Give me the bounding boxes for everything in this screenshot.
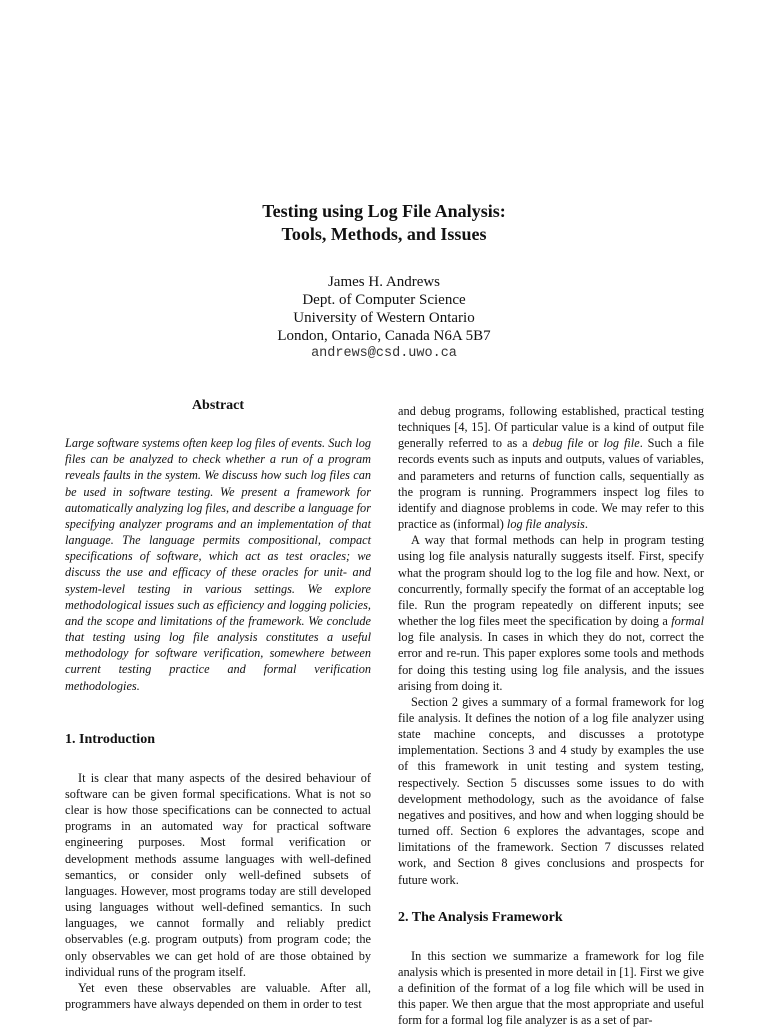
abstract-text: Large software systems often keep log files of events. Such log files can be analyzed to check whether a run of a program reveals faults in the system. We discuss how such log files can be used in software testing. We present a framework for automatically analyzing log files, and describe a language for specifying analyzer programs and an implementation of that language. The language permits compositional, compact specifications of software, which act as test oracles; we discuss the use and efficacy of these oracles for unit- and system-level testing in various settings. We explore methodological issues such as efficiency and logging policies, and the scope and limitations of the framework. We conclude that testing using log file analysis constitutes a useful methodology for software verification, somewhere between current testing practice and formal verification methodologies. <box>65 436 371 693</box>
emphasis-log-file-analysis: log file analysis <box>506 517 585 532</box>
emphasis-debug-file: debug file <box>532 436 584 451</box>
author-block <box>0 273 768 363</box>
intro-paragraph-2: Yet even these observables are valuable. After all, programmers have always depended on them in order to test <box>65 980 371 1011</box>
right-paragraph-3: Section 2 gives a summary of a formal framework for log file analysis. It defines the notion of a log file analyzer using state machine concepts, and discusses a prototype implementation. Sections 3 and 4 study by examples the use of this framework in unit testing and system testing, respectively. Section 5 discusses some issues to do with development methodology, such as the avoidance of false negatives and positives, and how and when logging should be turned off. Section 6 explores the advantages, scope and limitations of the framework. Section 7 discusses related work, and Section 8 gives conclusions and prospects for future work. <box>398 694 704 887</box>
author-email: andrews@csd.uwo.ca <box>311 346 457 361</box>
section-heading-introduction: 1. Introduction <box>65 731 155 747</box>
right-paragraph-1 <box>398 403 704 532</box>
text-span: . <box>584 517 588 532</box>
text-span: log file analysis. In cases in which they do not, correct the error and re-run. This paper explores some tools and methods for doing this testing using log file analysis, and the issues arising from doing it. <box>398 630 704 693</box>
right-paragraph-4: In this section we summarize a framework for log file analysis which is presented in more detail in [1]. First we give a definition of the format of a log file which will be used in this paper. We then argue that the most appropriate and useful form for a formal log file analyzer is as a set of par- <box>398 948 704 1028</box>
left-column <box>65 398 371 1012</box>
intro-paragraph-1: It is clear that many aspects of the desired behaviour of software can be given formal specifications. What is not so clear is how those specifications can be connected to actual programs in an automated way for practical software engineering purposes. Most formal verification or development methods assume languages with well-defined semantics, or consider only well-defined subsets of languages. However, most programs today are still developed using languages without well-defined semantics. In such languages, we cannot formally and reliably predict observables (e.g. program outputs) from program code; the only observables we can get hold of are those obtained by individual runs of the program itself. <box>65 770 371 979</box>
author-name: James H. Andrews <box>327 274 441 290</box>
author-dept: Dept. of Computer Science <box>302 292 466 308</box>
emphasis-log-file: log file <box>603 436 640 451</box>
author-university: University of Western Ontario <box>293 310 475 326</box>
section-heading-analysis-framework: 2. The Analysis Framework <box>398 909 563 925</box>
text-span: A way that formal methods can help in program testing using log file analysis naturally suggests itself. First, specify what the program should log to the log file and how. Next, or concurrently, formally specify the format of an acceptable log file. Run the program repeatedly on different inputs; see whether the log files meet the specification by doing a <box>398 533 704 629</box>
emphasis-formal: formal <box>671 614 704 629</box>
title-line-2: Tools, Methods, and Issues <box>281 224 487 244</box>
text-span: . Such a file records events such as inputs and outputs, values of variables, and parameters and returns of function calls, sequentially as the program is running. Programmers inspect log files to identify and diagnose problems in code. We may refer to this practice as (informal) <box>398 436 704 532</box>
text-span: or <box>583 436 604 451</box>
abstract-heading: Abstract <box>191 398 245 413</box>
paper-title <box>0 200 768 246</box>
right-column <box>398 403 704 1029</box>
title-line-1: Testing using Log File Analysis: <box>262 201 506 221</box>
text-span: and debug programs, following established, practical testing techniques [4, 15]. Of particular value is a kind of output file generally referred to as a <box>398 404 704 451</box>
right-paragraph-2 <box>398 532 704 694</box>
author-address: London, Ontario, Canada N6A 5B7 <box>277 328 491 344</box>
